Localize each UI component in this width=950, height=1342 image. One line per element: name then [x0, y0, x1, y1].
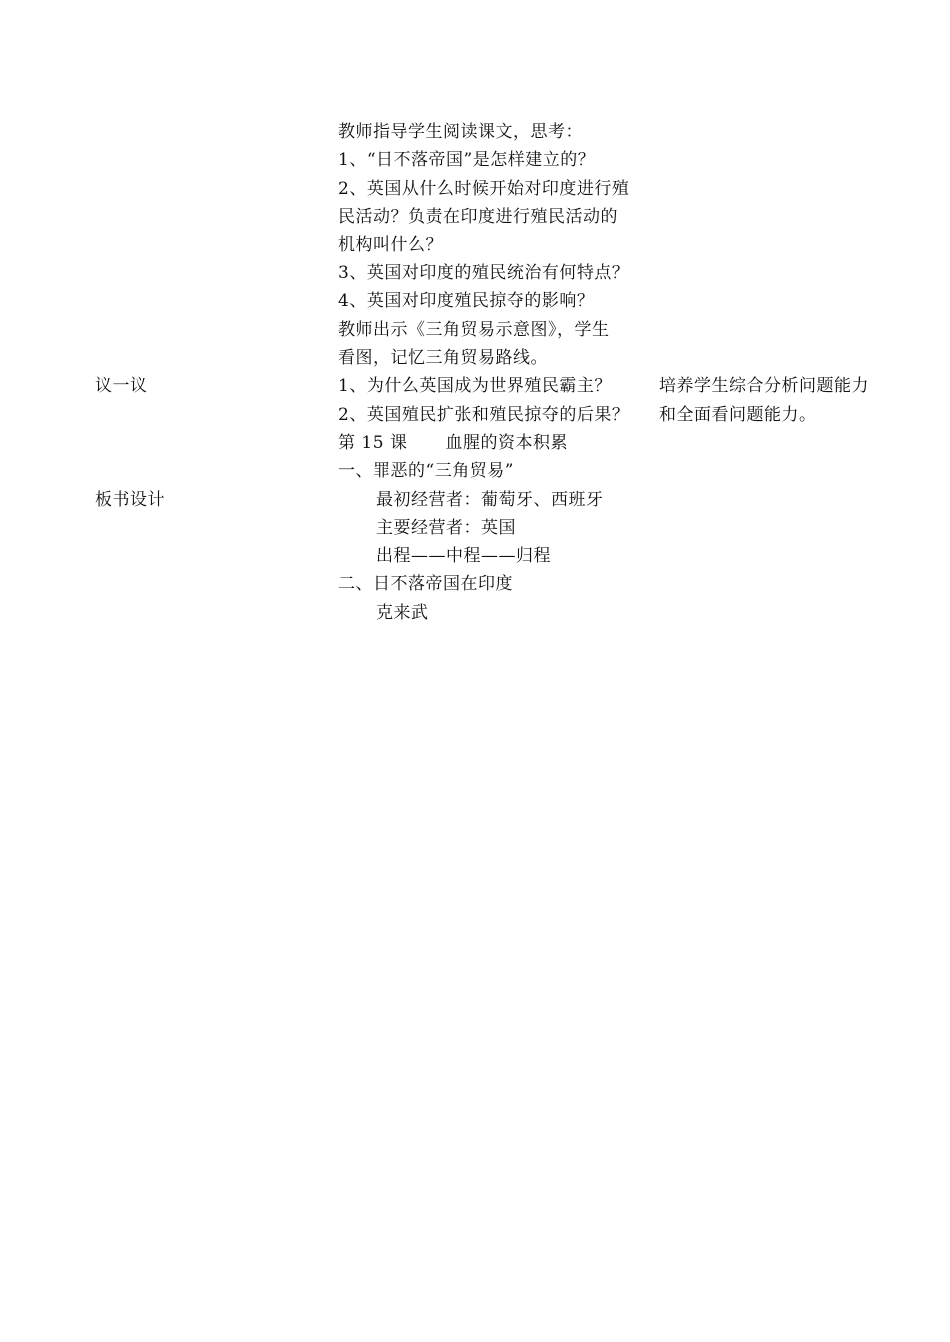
question-2-line-2: 民活动？负责在印度进行殖民活动的 — [338, 207, 618, 227]
teacher-guidance: 教师指导学生阅读课文，思考： — [338, 122, 583, 142]
lesson-title: 血腥的资本积累 — [445, 433, 568, 453]
board-section-2: 二、日不落帝国在印度 — [338, 574, 513, 594]
question-3: 3、英国对印度的殖民统治有何特点？ — [338, 263, 630, 283]
board-section-1-item-2: 主要经营者：英国 — [376, 518, 516, 538]
discuss-question-2: 2、英国殖民扩张和殖民掠夺的后果？ — [338, 405, 630, 425]
question-2-line-3: 机构叫什么？ — [338, 235, 443, 255]
lesson-number: 第 15 课 — [338, 433, 408, 453]
teacher-shows-map-line-1: 教师出示《三角贸易示意图》，学生 — [338, 320, 610, 340]
lesson-heading — [338, 432, 568, 454]
board-section-1-item-1: 最初经营者：葡萄牙、西班牙 — [376, 490, 604, 510]
board-section-1-item-3: 出程——中程——归程 — [376, 546, 551, 566]
question-1: 1、“日不落帝国”是怎样建立的？ — [338, 150, 596, 170]
question-4: 4、英国对印度殖民掠夺的影响？ — [338, 291, 595, 311]
goal-line-2: 和全面看问题能力。 — [659, 405, 817, 425]
question-2-line-1: 2、英国从什么时候开始对印度进行殖 — [338, 179, 630, 199]
board-section-2-item-1: 克来武 — [376, 603, 429, 623]
teacher-shows-map-line-2: 看图，记忆三角贸易路线。 — [338, 348, 548, 368]
goal-line-1: 培养学生综合分析问题能力 — [659, 376, 869, 396]
board-design-label: 板书设计 — [95, 490, 165, 510]
discuss-question-1: 1、为什么英国成为世界殖民霸主？ — [338, 376, 612, 396]
discuss-label: 议一议 — [95, 376, 148, 396]
board-section-1: 一、罪恶的“三角贸易” — [338, 461, 514, 481]
